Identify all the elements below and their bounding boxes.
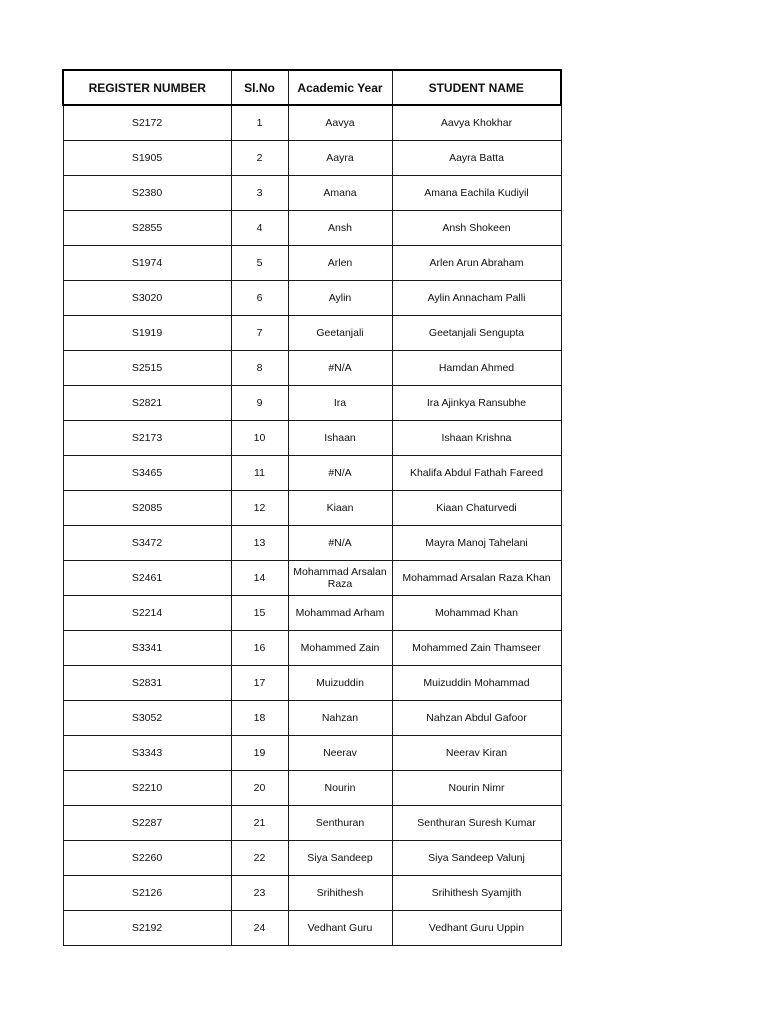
cell-sl-no: 17 [231, 666, 288, 701]
table-row [63, 526, 561, 561]
cell-sl-no: 13 [231, 526, 288, 561]
table-row [63, 421, 561, 456]
cell-sl-no: 10 [231, 421, 288, 456]
header-row [63, 70, 561, 105]
table-row [63, 596, 561, 631]
cell-academic-year: Mohammad Arham [288, 596, 392, 631]
cell-student-name: Siya Sandeep Valunj [392, 841, 561, 876]
table-row [63, 666, 561, 701]
cell-sl-no: 20 [231, 771, 288, 806]
cell-academic-year: Muizuddin [288, 666, 392, 701]
cell-student-name: Khalifa Abdul Fathah Fareed [392, 456, 561, 491]
cell-sl-no: 18 [231, 701, 288, 736]
cell-academic-year: Ira [288, 386, 392, 421]
table-row [63, 141, 561, 176]
table-row [63, 176, 561, 211]
cell-student-name: Aylin Annacham Palli [392, 281, 561, 316]
cell-student-name: Hamdan Ahmed [392, 351, 561, 386]
cell-register-number: S2380 [63, 176, 231, 211]
cell-academic-year: #N/A [288, 526, 392, 561]
cell-sl-no: 1 [231, 105, 288, 141]
cell-register-number: S2172 [63, 105, 231, 141]
cell-sl-no: 2 [231, 141, 288, 176]
cell-academic-year: Vedhant Guru [288, 911, 392, 946]
table-row [63, 316, 561, 351]
cell-academic-year: Mohammad Arsalan Raza [288, 561, 392, 596]
cell-academic-year: Aavya [288, 105, 392, 141]
cell-sl-no: 11 [231, 456, 288, 491]
cell-student-name: Kiaan Chaturvedi [392, 491, 561, 526]
cell-student-name: Muizuddin Mohammad [392, 666, 561, 701]
cell-register-number: S1919 [63, 316, 231, 351]
cell-sl-no: 5 [231, 246, 288, 281]
header-register-number: REGISTER NUMBER [63, 70, 231, 105]
cell-sl-no: 19 [231, 736, 288, 771]
cell-student-name: Amana Eachila Kudiyil [392, 176, 561, 211]
cell-student-name: Ira Ajinkya Ransubhe [392, 386, 561, 421]
table-row [63, 841, 561, 876]
cell-sl-no: 12 [231, 491, 288, 526]
cell-sl-no: 9 [231, 386, 288, 421]
table-row [63, 246, 561, 281]
cell-register-number: S2287 [63, 806, 231, 841]
cell-register-number: S1905 [63, 141, 231, 176]
table-header [63, 70, 561, 105]
cell-register-number: S2210 [63, 771, 231, 806]
cell-academic-year: Nahzan [288, 701, 392, 736]
table-row [63, 631, 561, 666]
cell-academic-year: Ansh [288, 211, 392, 246]
cell-academic-year: Ishaan [288, 421, 392, 456]
cell-student-name: Mayra Manoj Tahelani [392, 526, 561, 561]
cell-student-name: Senthuran Suresh Kumar [392, 806, 561, 841]
cell-register-number: S2831 [63, 666, 231, 701]
cell-register-number: S3020 [63, 281, 231, 316]
table-row [63, 491, 561, 526]
cell-sl-no: 14 [231, 561, 288, 596]
cell-sl-no: 7 [231, 316, 288, 351]
table-row [63, 281, 561, 316]
cell-academic-year: Amana [288, 176, 392, 211]
cell-sl-no: 4 [231, 211, 288, 246]
cell-register-number: S3472 [63, 526, 231, 561]
cell-register-number: S2461 [63, 561, 231, 596]
table-row [63, 351, 561, 386]
header-student-name: STUDENT NAME [392, 70, 561, 105]
cell-sl-no: 16 [231, 631, 288, 666]
cell-sl-no: 23 [231, 876, 288, 911]
cell-academic-year: #N/A [288, 456, 392, 491]
cell-register-number: S2260 [63, 841, 231, 876]
table-row [63, 456, 561, 491]
cell-sl-no: 6 [231, 281, 288, 316]
cell-academic-year: Neerav [288, 736, 392, 771]
cell-register-number: S3341 [63, 631, 231, 666]
cell-student-name: Geetanjali Sengupta [392, 316, 561, 351]
cell-register-number: S2214 [63, 596, 231, 631]
cell-student-name: Arlen Arun Abraham [392, 246, 561, 281]
cell-student-name: Nourin Nimr [392, 771, 561, 806]
cell-register-number: S2515 [63, 351, 231, 386]
cell-student-name: Vedhant Guru Uppin [392, 911, 561, 946]
cell-academic-year: Nourin [288, 771, 392, 806]
cell-student-name: Aavya Khokhar [392, 105, 561, 141]
cell-register-number: S2173 [63, 421, 231, 456]
table-body [63, 105, 561, 946]
cell-sl-no: 22 [231, 841, 288, 876]
cell-student-name: Nahzan Abdul Gafoor [392, 701, 561, 736]
student-roster-table [62, 69, 562, 946]
table-row [63, 806, 561, 841]
table-row [63, 701, 561, 736]
header-sl-no: Sl.No [231, 70, 288, 105]
table-row [63, 876, 561, 911]
cell-register-number: S2821 [63, 386, 231, 421]
cell-academic-year: Mohammed Zain [288, 631, 392, 666]
cell-student-name: Ansh Shokeen [392, 211, 561, 246]
cell-student-name: Ishaan Krishna [392, 421, 561, 456]
table-row [63, 561, 561, 596]
cell-register-number: S3052 [63, 701, 231, 736]
cell-student-name: Neerav Kiran [392, 736, 561, 771]
cell-register-number: S3343 [63, 736, 231, 771]
cell-academic-year: Aayra [288, 141, 392, 176]
cell-academic-year: Srihithesh [288, 876, 392, 911]
cell-student-name: Mohammed Zain Thamseer [392, 631, 561, 666]
cell-academic-year: Geetanjali [288, 316, 392, 351]
cell-register-number: S3465 [63, 456, 231, 491]
cell-academic-year: Kiaan [288, 491, 392, 526]
cell-academic-year: Siya Sandeep [288, 841, 392, 876]
cell-sl-no: 21 [231, 806, 288, 841]
cell-student-name: Aayra Batta [392, 141, 561, 176]
table-row [63, 911, 561, 946]
table-row [63, 386, 561, 421]
cell-register-number: S2126 [63, 876, 231, 911]
cell-student-name: Srihithesh Syamjith [392, 876, 561, 911]
cell-student-name: Mohammad Arsalan Raza Khan [392, 561, 561, 596]
cell-academic-year: Arlen [288, 246, 392, 281]
cell-register-number: S1974 [63, 246, 231, 281]
cell-register-number: S2855 [63, 211, 231, 246]
table-row [63, 736, 561, 771]
table-row [63, 105, 561, 141]
cell-sl-no: 3 [231, 176, 288, 211]
table-row [63, 771, 561, 806]
table-row [63, 211, 561, 246]
cell-sl-no: 15 [231, 596, 288, 631]
cell-register-number: S2085 [63, 491, 231, 526]
cell-sl-no: 8 [231, 351, 288, 386]
cell-academic-year: #N/A [288, 351, 392, 386]
cell-academic-year: Senthuran [288, 806, 392, 841]
cell-sl-no: 24 [231, 911, 288, 946]
cell-register-number: S2192 [63, 911, 231, 946]
header-academic-year: Academic Year [288, 70, 392, 105]
cell-student-name: Mohammad Khan [392, 596, 561, 631]
cell-academic-year: Aylin [288, 281, 392, 316]
